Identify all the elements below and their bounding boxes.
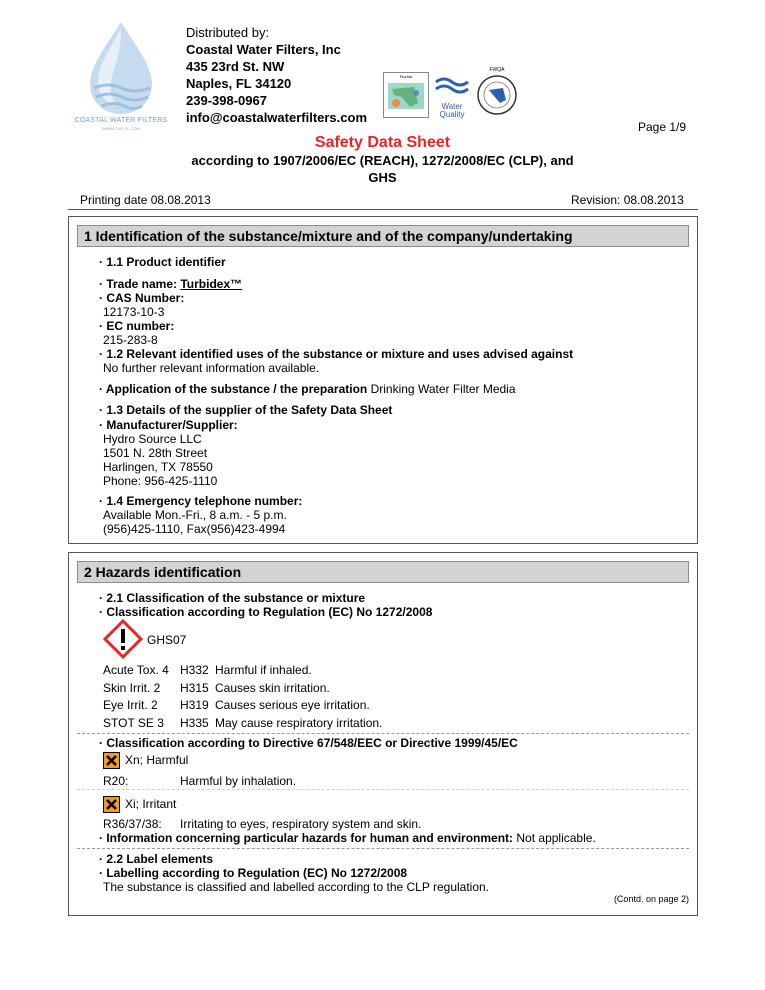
distributed-by-label: Distributed by:	[186, 25, 270, 40]
ec-label: · EC number:	[99, 319, 175, 333]
uses-value: No further relevant information available.	[103, 361, 320, 375]
logo-tagline: WWW.CWF-FL.COM	[102, 126, 140, 131]
distributor-phone: 239-398-0967	[186, 93, 267, 108]
harmful-x-icon	[103, 752, 120, 769]
hazard-text: Causes skin irritation.	[215, 681, 330, 695]
logo-text: COASTAL WATER FILTERS	[74, 117, 168, 124]
divider	[77, 733, 689, 734]
classification-heading: · 2.1 Classification of the substance or mixture	[99, 591, 366, 605]
cas-label: · CAS Number:	[99, 291, 185, 305]
hazard-code: H332	[180, 663, 209, 677]
clp-classification-label: · Classification according to Regulation (EC) No 1272/2008	[99, 605, 433, 619]
hazard-text: Causes serious eye irritation.	[215, 698, 370, 712]
continued-note: (Contd. on page 2)	[613, 894, 689, 904]
printing-date: Printing date 08.08.2013	[80, 193, 211, 207]
divider	[77, 789, 689, 790]
labelling-text: The substance is classified and labelled according to the CLP regulation.	[103, 880, 490, 894]
section-2	[68, 552, 698, 916]
section-1-title: 1 Identification of the substance/mixture and of the company/undertaking	[77, 225, 689, 247]
emergency-line: (956)425-1110, Fax(956)423-4994	[103, 522, 286, 536]
information-label: · Information concerning particular hazards for human and environment:	[99, 831, 517, 845]
manufacturer-label: · Manufacturer/Supplier:	[99, 418, 238, 432]
water-drop-logo-icon	[66, 18, 176, 118]
product-identifier-heading: · 1.1 Product identifier	[99, 255, 226, 269]
manufacturer-line: Harlingen, TX 78550	[103, 460, 213, 474]
document-title: Safety Data Sheet	[314, 134, 451, 151]
trade-name-value: Turbidex™	[180, 277, 243, 291]
trade-name-row	[99, 277, 242, 291]
hazard-text: May cause respiratory irritation.	[215, 716, 383, 730]
ghs07-exclamation-icon	[103, 619, 143, 659]
document-subtitle-1: according to 1907/2006/EC (REACH), 1272/2008/EC (CLP), and	[191, 153, 574, 168]
section-2-title: 2 Hazards identification	[77, 561, 689, 583]
r20-text: Harmful by inhalation.	[180, 774, 297, 788]
manufacturer-line: 1501 N. 28th Street	[103, 446, 208, 460]
hazard-class: Acute Tox. 4	[103, 663, 169, 677]
florida-badge-icon	[384, 73, 428, 117]
section-1	[68, 216, 698, 544]
r36-text: Irritating to eyes, respiratory system and skin.	[180, 817, 422, 831]
manufacturer-line: Hydro Source LLC	[103, 432, 202, 446]
application-label: · Application of the substance / the preparation	[99, 382, 371, 396]
distributor-block	[186, 24, 367, 126]
cas-value: 12173-10-3	[103, 305, 165, 319]
distributor-company: Coastal Water Filters, Inc	[186, 42, 341, 57]
company-logo	[66, 18, 176, 133]
emergency-label: · 1.4 Emergency telephone number:	[99, 494, 303, 508]
revision-date: Revision: 08.08.2013	[571, 193, 684, 207]
directive-classification-label: · Classification according to Directive 67/548/EEC or Directive 1999/45/EC	[99, 736, 518, 750]
trade-name-label: · Trade name:	[99, 277, 181, 291]
divider	[77, 848, 689, 849]
xi-label: Xi; Irritant	[125, 797, 177, 811]
hazard-class: STOT SE 3	[103, 716, 164, 730]
information-value: Not applicable.	[516, 831, 596, 845]
page-number: Page 1/9	[638, 120, 687, 134]
badge2-text: Water Quality	[439, 102, 465, 119]
hazard-class: Skin Irrit. 2	[103, 681, 161, 695]
application-value: Drinking Water Filter Media	[370, 382, 516, 396]
header-rule	[68, 209, 698, 210]
supplier-details-heading: · 1.3 Details of the supplier of the Safety Data Sheet	[99, 403, 393, 417]
information-row	[99, 831, 596, 845]
r20-code: R20:	[103, 774, 129, 788]
hazard-text: Harmful if inhaled.	[215, 663, 312, 677]
distributor-address2: Naples, FL 34120	[186, 76, 292, 91]
fwqa-seal-icon	[476, 74, 518, 116]
xn-label: Xn; Harmful	[125, 753, 189, 767]
ec-value: 215-283-8	[103, 333, 158, 347]
label-elements-heading: · 2.2 Label elements	[99, 852, 214, 866]
certification-badge-2	[432, 72, 472, 119]
distributor-address1: 435 23rd St. NW	[186, 59, 285, 74]
badge1-text: Florida	[399, 74, 413, 79]
labelling-label: · Labelling according to Regulation (EC) No 1272/2008	[99, 866, 408, 880]
hazard-class: Eye Irrit. 2	[103, 698, 158, 712]
hazard-code: H335	[180, 716, 209, 730]
water-quality-badge-icon	[432, 72, 472, 100]
manufacturer-line: Phone: 956-425-1110	[103, 474, 218, 488]
hazard-code: H319	[180, 698, 209, 712]
badge3-text: FWQA	[489, 67, 505, 73]
certification-badge-3	[476, 67, 518, 116]
document-subtitle-2: GHS	[368, 170, 397, 185]
certification-badge-1	[383, 72, 429, 118]
ghs-code: GHS07	[147, 633, 187, 647]
distributor-email[interactable]: info@coastalwaterfilters.com	[186, 110, 368, 125]
irritant-x-icon	[103, 796, 120, 813]
emergency-line: Available Mon.-Fri., 8 a.m. - 5 p.m.	[103, 508, 287, 522]
uses-label: · 1.2 Relevant identified uses of the substance or mixture and uses advised against	[99, 347, 574, 361]
application-row	[99, 382, 516, 396]
hazard-code: H315	[180, 681, 209, 695]
r36-code: R36/37/38:	[103, 817, 162, 831]
